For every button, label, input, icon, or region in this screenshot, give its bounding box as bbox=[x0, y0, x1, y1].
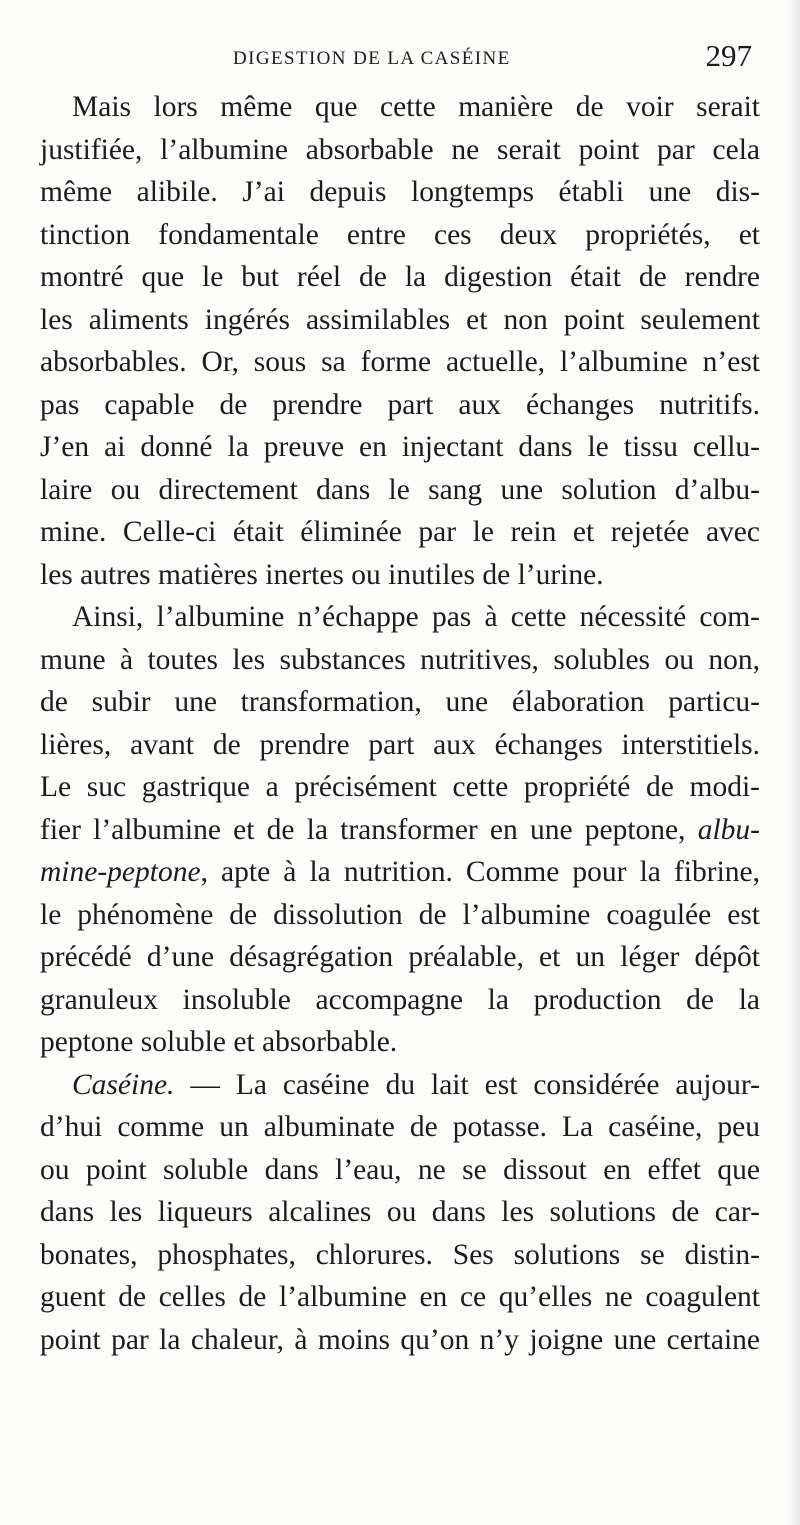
text-segment: fier l’albumine et de la transformer en une peptone, bbox=[40, 813, 686, 846]
text-line bbox=[40, 809, 760, 852]
text-line: d’hui comme un albuminate de potasse. La caséine, peu bbox=[40, 1111, 760, 1143]
text-line: pas capable de prendre part aux échanges nutritifs. bbox=[40, 388, 760, 421]
text-line: tinction fondamentale entre ces deux propriétés, et bbox=[40, 218, 760, 251]
section-heading-inline: Caséine. bbox=[72, 1068, 175, 1101]
text-line: laire ou directement dans le sang une solution d’albu- bbox=[40, 473, 760, 506]
text-line: Mais lors même que cette manière de voir serait bbox=[72, 91, 760, 123]
paragraph-3 bbox=[40, 1064, 760, 1362]
running-title: DIGESTION DE LA CASÉINE bbox=[233, 48, 511, 69]
text-line: peptone soluble et absorbable. bbox=[40, 1026, 398, 1058]
text-line: point par la chaleur, à moins qu’on n’y joigne une certaine bbox=[40, 1323, 760, 1356]
paragraph-2 bbox=[40, 596, 760, 1064]
text-line: dans les liqueurs alcalines ou dans les solutions de car- bbox=[40, 1196, 760, 1228]
running-header bbox=[40, 38, 752, 78]
page-number: 297 bbox=[705, 38, 752, 73]
text-line: les autres matières inertes ou inutiles de l’urine. bbox=[40, 558, 604, 591]
italic-term: albu- bbox=[697, 813, 760, 846]
text-line: montré que le but réel de la digestion était de rendre bbox=[40, 261, 760, 293]
text-line: lières, avant de prendre part aux échanges interstitiels. bbox=[40, 728, 760, 761]
text-segment: , apte à la nutrition. Comme pour la fibrine, bbox=[200, 856, 760, 888]
text-line: le phénomène de dissolution de l’albumine coagulée est bbox=[40, 898, 760, 931]
text-line: ou point soluble dans l’eau, ne se dissout en effet que bbox=[40, 1153, 760, 1186]
text-line: mune à toutes les substances nutritives, solubles ou non, bbox=[40, 643, 760, 676]
text-line: justifiée, l’albumine absorbable ne serait point par cela bbox=[40, 133, 760, 166]
text-line: mine. Celle-ci était éliminée par le rein et rejetée avec bbox=[40, 516, 760, 548]
text-line: Le suc gastrique a précisément cette propriété de modi- bbox=[40, 771, 760, 803]
text-line: guent de celles de l’albumine en ce qu’elles ne coagulent bbox=[40, 1281, 760, 1313]
text-line: Ainsi, l’albumine n’échappe pas à cette nécessité com- bbox=[72, 601, 760, 633]
text-line: les aliments ingérés assimilables et non point seulement bbox=[40, 303, 760, 336]
text-line: précédé d’une désagrégation préalable, et un léger dépôt bbox=[40, 941, 760, 973]
text-line bbox=[40, 851, 760, 894]
text-line: J’en ai donné la preuve en injectant dans le tissu cellu- bbox=[40, 431, 760, 463]
text-line: granuleux insoluble accompagne la production de la bbox=[40, 983, 760, 1016]
paragraph-1 bbox=[40, 86, 760, 596]
text-line: de subir une transformation, une élaboration particu- bbox=[40, 686, 760, 718]
text-line bbox=[40, 1064, 760, 1107]
text-block bbox=[40, 86, 760, 1361]
text-segment: — La caséine du lait est considérée aujour- bbox=[174, 1068, 760, 1101]
page-edge-shadow bbox=[786, 0, 800, 1525]
text-line: même alibile. J’ai depuis longtemps établi une dis- bbox=[40, 176, 760, 208]
text-line: bonates, phosphates, chlorures. Ses solutions se distin- bbox=[40, 1238, 760, 1271]
text-line: absorbables. Or, sous sa forme actuelle, l’albumine n’est bbox=[40, 346, 760, 378]
italic-term: mine-peptone bbox=[40, 856, 201, 888]
